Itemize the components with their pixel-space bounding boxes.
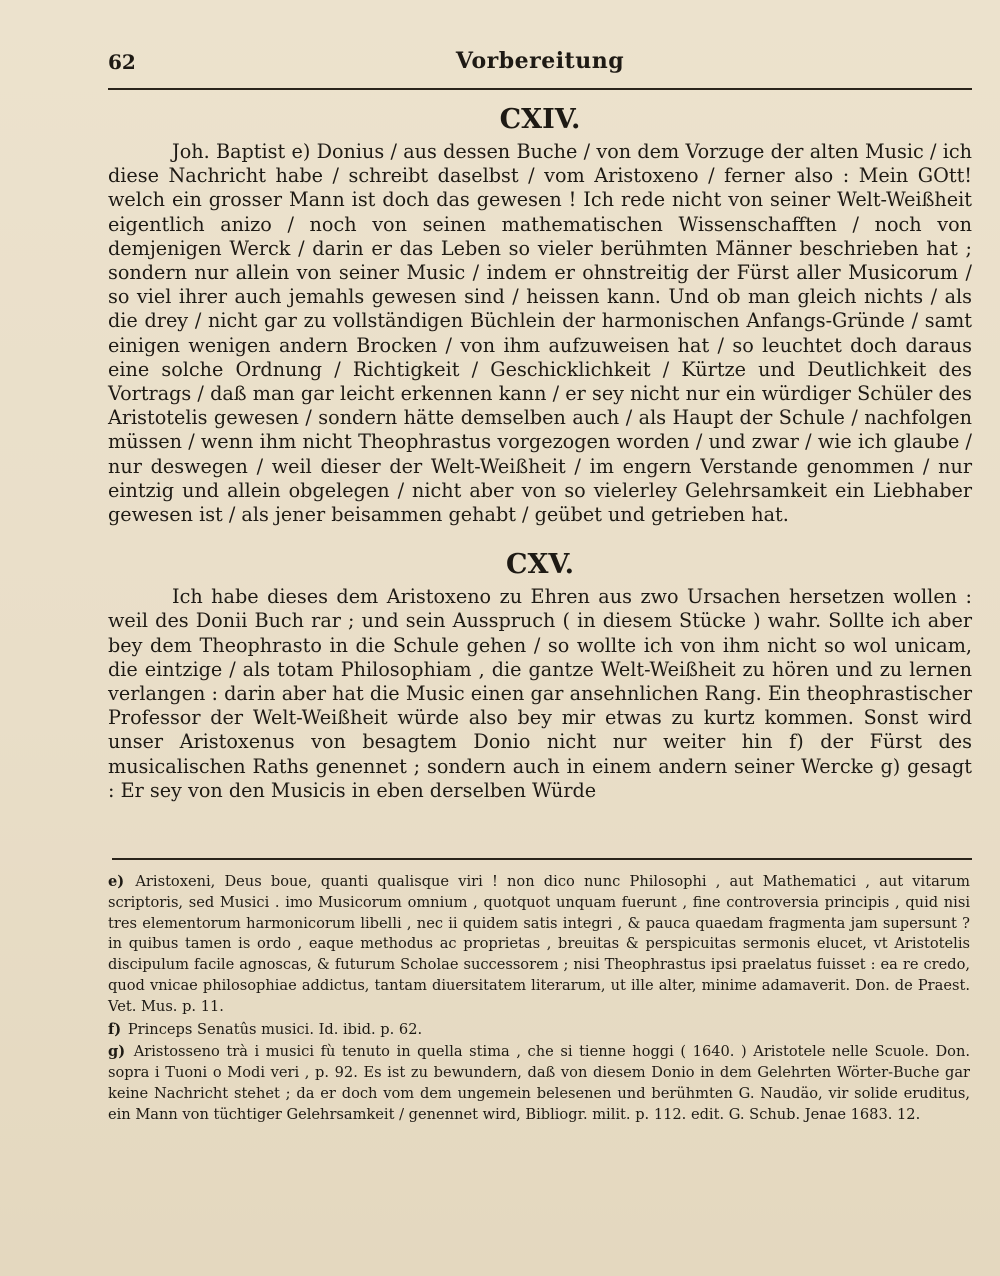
- section-heading-cxv: CXV.: [505, 549, 575, 581]
- footnote-e: [108, 872, 970, 1018]
- footnotes: [108, 872, 970, 1128]
- footnote-text: Aristoxeni, Deus boue, quanti qualisque viri ! non dico nunc Philosophi , aut Mathematici , aut vitarum scriptoris, sed Musici . imo Musicorum omnium , quotquot unquam fuerunt , fine controversia principis , quid nisi tres elementorum harmonicorum libelli , nec ii quidem satis integri , & pauca quaedam fragmenta jam supersunt ? in quibus tamen is ordo , eaque methodus ac proprietas , breuitas & perspicuitas sermonis elucet, vt Aristotelis discipulum facile agnoscas, & futurum Scholae successorem ; nisi Theophrastus ipsi praelatus fuisset : ea re credo, quod vnicae philosophiae addictus, tantam diuersitatem literarum, ut ille alter, minime adamaverit. Don. de Praest. Vet. Mus. p. 11.: [108, 873, 970, 1015]
- running-head: Vorbereitung: [455, 48, 625, 74]
- footnote-text: Princeps Senatûs musici. Id. ibid. p. 62.: [127, 1020, 423, 1038]
- section-paragraph-cxv: Ich habe dieses dem Aristoxeno zu Ehren aus zwo Ursachen hersetzen wollen : weil des Donii Buch rar ; und sein Ausspruch ( in diesem Stücke ) wahr. Sollte ich aber bey dem Theophrasto in die Schule gehen / so wollte ich von ihm nicht so wol unicam, die eintzige / als totam Philosophiam , die gantze Welt-Weißheit zu hören und zu lernen verlangen : darin aber hat die Music einen gar ansehnlichen Rang. Ein theophrastischer Professor der Welt-Weißheit würde also bey mir etwas zu kurtz kommen. Sonst wird unser Aristoxenus von besagtem Donio nicht nur weiter hin f) der Fürst des musicalischen Raths genennet ; sondern auch in einem andern seiner Wercke g) gesagt : Er sey von den Musicis in eben derselben Würde: [108, 585, 972, 802]
- header-rule: [108, 88, 972, 90]
- footnote-mark: g): [108, 1043, 126, 1061]
- main-text: [108, 98, 972, 803]
- footnote-mark: f): [108, 1020, 122, 1038]
- footnote-f: [108, 1020, 970, 1041]
- section-paragraph-cxiv: Joh. Baptist e) Donius / aus dessen Buche / von dem Vorzuge der alten Music / ich diese Nachricht habe / schreibt daselbst / vom Aristoxeno / ferner also : Mein GOtt! welch ein grosser Mann ist doch das gewesen ! Ich rede nicht von seiner Welt-Weißheit eigentlich anizo / noch von seinen mathematischen Wissenschafften / noch von demjenigen Werck / darin er das Leben so vieler berühmten Männer beschrieben hat ; sondern nur allein von seiner Music / indem er ohnstreitig der Fürst aller Musicorum / so viel ihrer auch jemahls gewesen sind / heissen kann. Und ob man gleich nichts / als die drey / nicht gar zu vollständigen Büchlein der harmonischen Anfangs-Gründe / samt einigen wenigen andern Brocken / von ihm aufzuweisen hat / so leuchtet doch daraus eine solche Ordnung / Richtigkeit / Geschicklichkeit / Kürtze und Deutlichkeit des Vortrags / daß man gar leicht erkennen kann / er sey nicht nur ein würdiger Schüler des Aristotelis gewesen / sondern hätte demselben auch / als Haupt der Schule / nachfolgen müssen / wenn ihm nicht Theophrastus vorgezogen worden / und zwar / wie ich glaube / nur deswegen / weil dieser der Welt-Weißheit / im engern Verstande genommen / nur eintzig und allein obgelegen / nicht aber von so vielerley Gelehrsamkeit ein Liebhaber gewesen ist / als jener beisammen gehabt / geübet und getrieben hat.: [108, 140, 972, 527]
- footnote-rule: [112, 858, 972, 860]
- section-heading-cxiv: CXIV.: [499, 104, 581, 135]
- footnote-g: [108, 1042, 970, 1125]
- page-number: 62: [108, 50, 136, 74]
- page-header: [108, 44, 972, 80]
- footnote-text: Aristosseno trà i musici fù tenuto in quella stima , che si tienne hoggi ( 1640. ) Aristotele nelle Scuole. Don. sopra i Tuoni o Modi veri , p. 92. Es ist zu bewundern, daß von diesem Donio in dem Gelehrten Wörter-Buche gar keine Nachricht stehet ; da er doch vom dem ungemein belesenen und berühmten G. Naudäo, vir solide eruditus, ein Mann von tüchtiger Gelehrsamkeit / genennet wird, Bibliogr. milit. p. 112. edit. G. Schub. Jenae 1683. 12.: [108, 1043, 971, 1123]
- footnote-mark: e): [108, 873, 125, 890]
